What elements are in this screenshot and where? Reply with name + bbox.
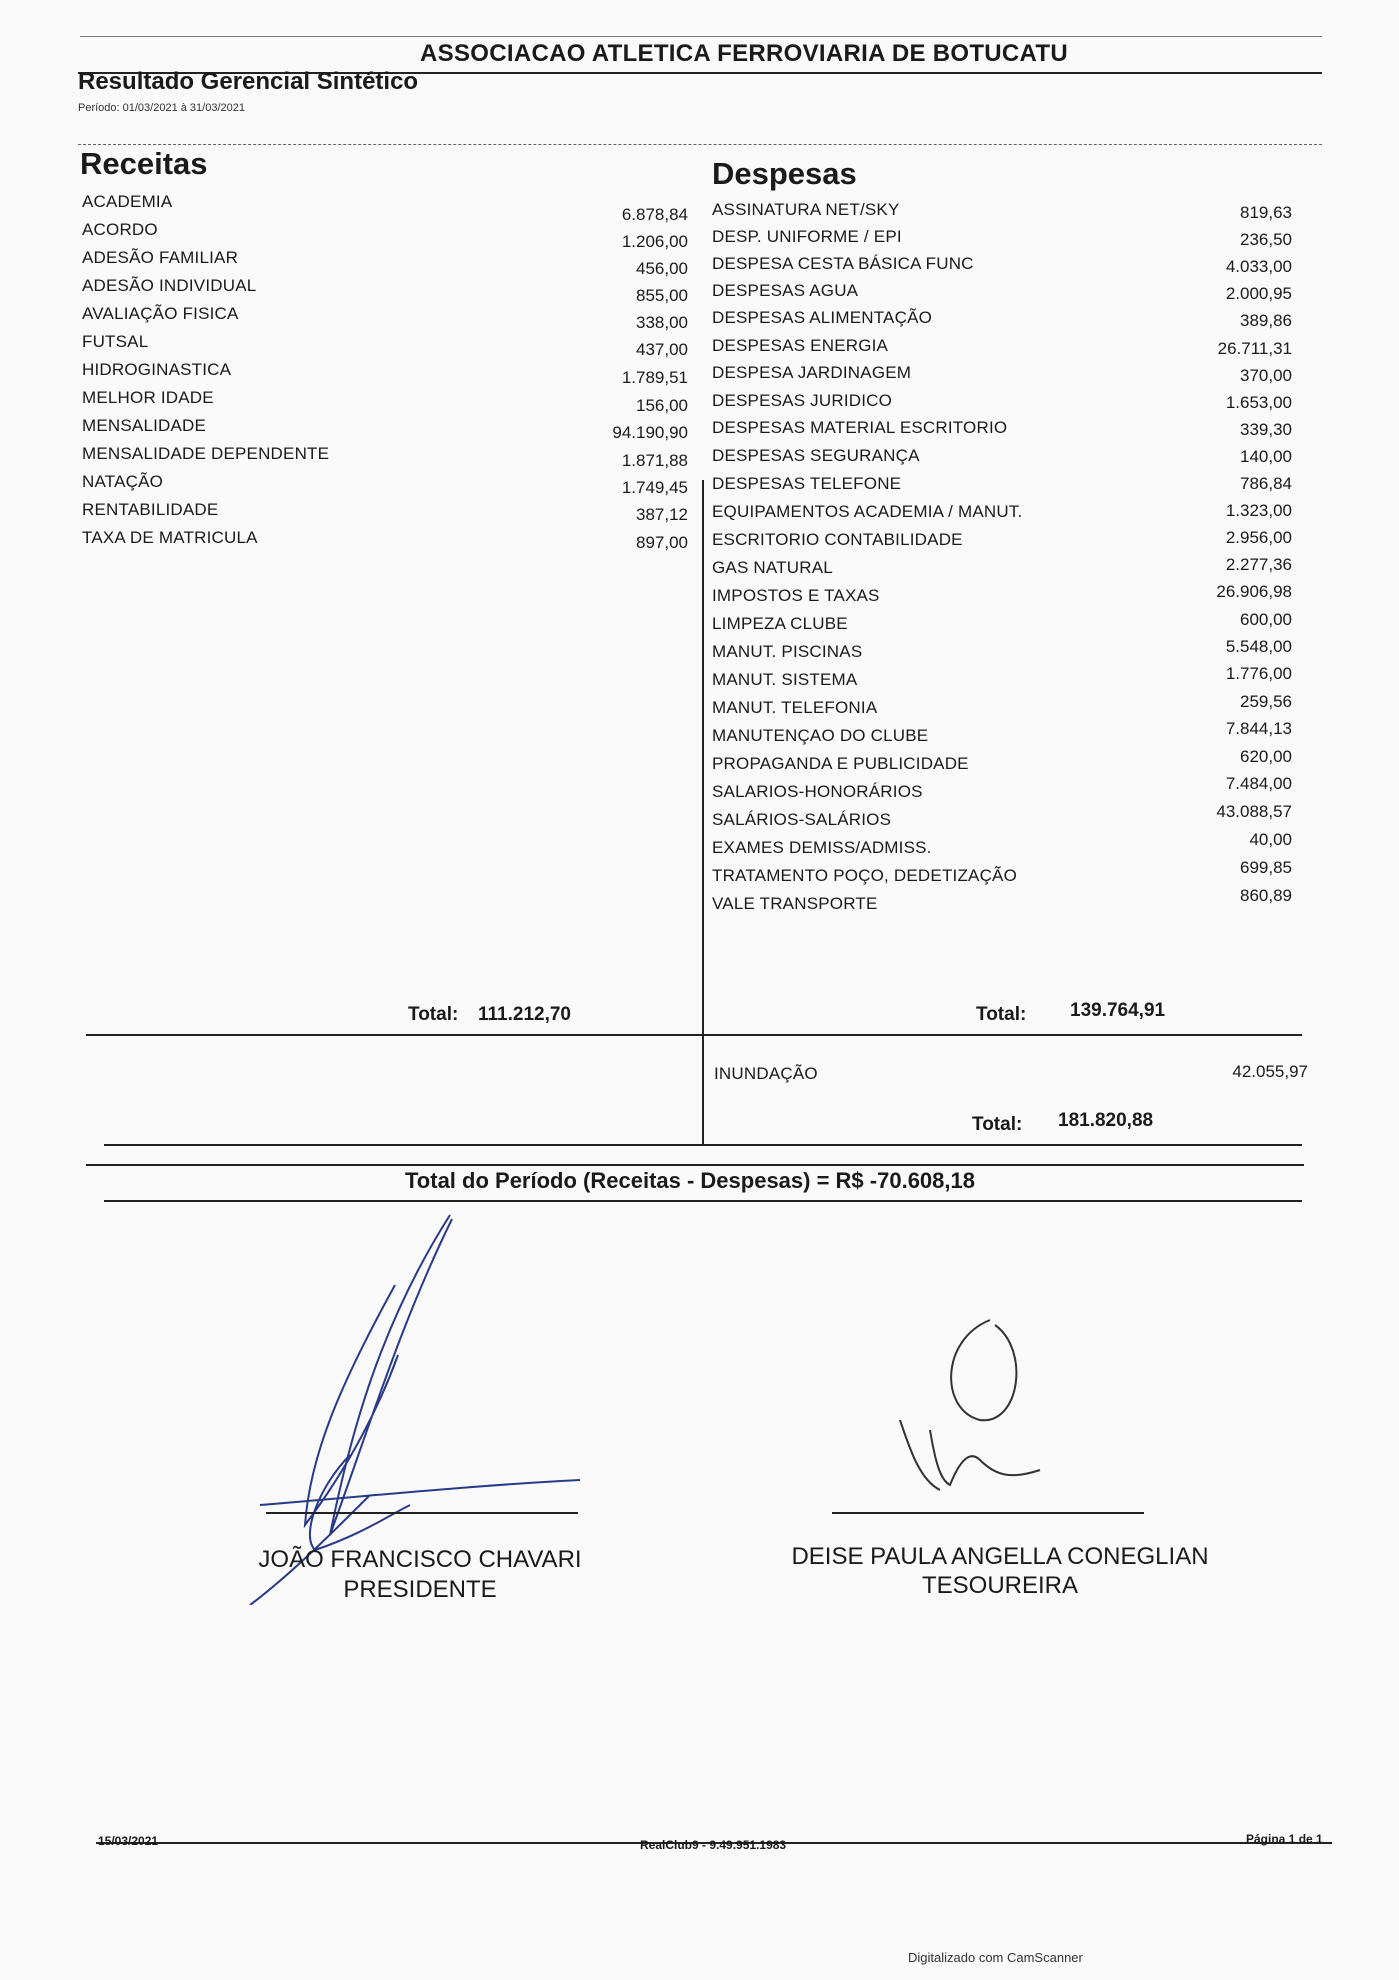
list-item: RENTABILIDADE: [82, 500, 219, 519]
item-value: 7.484,00: [1225, 774, 1292, 793]
header-bottom-rule: [78, 144, 1322, 145]
item-value: 699,85: [1240, 858, 1292, 877]
item-value: 860,89: [1240, 886, 1292, 905]
list-item: ESCRITORIO CONTABILIDADE: [712, 530, 963, 549]
list-item: DESPESAS AGUA: [712, 281, 859, 300]
list-item: DESP. UNIFORME / EPI: [712, 227, 902, 246]
item-value: 456,00: [636, 259, 688, 278]
receitas-title: Receitas: [80, 146, 208, 181]
list-item: LIMPEZA CLUBE: [712, 614, 848, 633]
item-value: 389,86: [1240, 311, 1292, 330]
list-item: DESPESAS ENERGIA: [712, 336, 889, 355]
despesas-title: Despesas: [712, 156, 857, 191]
item-value: 2.277,36: [1225, 555, 1292, 574]
list-item: DESPESAS ALIMENTAÇÃO: [712, 308, 933, 327]
item-value: 897,00: [636, 533, 688, 552]
item-value: 6.878,84: [621, 205, 688, 224]
item-value: 387,12: [636, 505, 688, 524]
receitas-total-label: Total:: [408, 1004, 459, 1025]
list-item: MENSALIDADE DEPENDENTE: [82, 444, 330, 463]
item-value: 43.088,57: [1216, 802, 1292, 821]
item-value: 1.776,00: [1225, 664, 1292, 683]
list-item: DESPESAS JURIDICO: [712, 391, 893, 410]
item-value: 819,63: [1240, 203, 1292, 222]
item-value: 2.000,95: [1225, 284, 1292, 303]
list-item: VALE TRANSPORTE: [712, 894, 878, 913]
item-value: 140,00: [1240, 447, 1292, 466]
list-item: MANUT. PISCINAS: [712, 642, 863, 661]
signature-left: [220, 1205, 600, 1605]
despesas-total-label: Total:: [976, 1004, 1027, 1025]
item-value: 1.789,51: [621, 368, 688, 387]
receitas-total-value: 111.212,70: [478, 1004, 571, 1025]
item-value: 855,00: [636, 286, 688, 305]
item-value: 1.653,00: [1225, 393, 1292, 412]
signer-right-role: TESOUREIRA: [921, 1572, 1079, 1599]
item-value: 2.956,00: [1225, 528, 1292, 547]
totals-rule: [86, 1034, 1302, 1036]
item-value: 26.711,31: [1217, 339, 1292, 358]
inundacao-label: INUNDAÇÃO: [714, 1064, 818, 1083]
list-item: DESPESAS TELEFONE: [712, 474, 902, 493]
report-title: Resultado Gerencial Sintético: [78, 68, 419, 95]
item-value: 339,30: [1240, 420, 1292, 439]
item-value: 338,00: [636, 313, 688, 332]
grand-total-value: 181.820,88: [1058, 1110, 1154, 1131]
signer-left-role: PRESIDENTE: [343, 1576, 497, 1603]
list-item: ADESÃO INDIVIDUAL: [82, 276, 257, 295]
item-value: 370,00: [1240, 366, 1292, 385]
item-value: 1.323,00: [1225, 501, 1292, 520]
grand-total-label: Total:: [972, 1114, 1023, 1135]
item-value: 7.844,13: [1225, 719, 1292, 738]
list-item: HIDROGINASTICA: [82, 360, 232, 379]
list-item: IMPOSTOS E TAXAS: [712, 586, 880, 605]
organization-name: ASSOCIACAO ATLETICA FERROVIARIA DE BOTUCATU: [420, 40, 1068, 67]
list-item: DESPESA JARDINAGEM: [712, 363, 912, 382]
item-value: 156,00: [636, 396, 688, 415]
list-item: ACORDO: [82, 220, 158, 239]
signer-left-name: JOÃO FRANCISCO CHAVARI: [258, 1546, 582, 1573]
list-item: ACADEMIA: [82, 192, 173, 211]
item-value: 1.871,88: [621, 451, 688, 470]
item-value: 26.906,98: [1216, 582, 1292, 601]
list-item: AVALIAÇÃO FISICA: [82, 304, 239, 323]
item-value: 94.190,90: [612, 423, 688, 442]
list-item: DESPESA CESTA BÁSICA FUNC: [712, 254, 974, 273]
item-value: 4.033,00: [1225, 257, 1292, 276]
list-item: SALARIOS-HONORÁRIOS: [712, 782, 923, 801]
item-value: 5.548,00: [1225, 637, 1292, 656]
despesas-total-value: 139.764,91: [1070, 1000, 1166, 1021]
list-item: EQUIPAMENTOS ACADEMIA / MANUT.: [712, 502, 1023, 521]
item-value: 1.749,45: [621, 478, 688, 497]
item-value: 437,00: [636, 340, 688, 359]
item-value: 259,56: [1240, 692, 1292, 711]
list-item: ASSINATURA NET/SKY: [712, 200, 900, 219]
list-item: MENSALIDADE: [82, 416, 207, 435]
list-item: DESPESAS SEGURANÇA: [712, 446, 920, 465]
item-value: 620,00: [1240, 747, 1292, 766]
footer-date: 15/03/2021: [98, 1834, 159, 1848]
item-value: 236,50: [1240, 230, 1292, 249]
list-item: TAXA DE MATRICULA: [82, 528, 258, 547]
header-top-rule: [80, 36, 1322, 37]
column-divider: [702, 480, 704, 1145]
list-item: EXAMES DEMISS/ADMISS.: [712, 838, 932, 857]
item-value: 786,84: [1240, 474, 1292, 493]
item-value: 1.206,00: [621, 232, 688, 251]
list-item: MANUT. TELEFONIA: [712, 698, 878, 717]
signer-right-name: DEISE PAULA ANGELLA CONEGLIAN: [791, 1543, 1209, 1570]
report-period: Período: 01/03/2021 à 31/03/2021: [78, 102, 245, 114]
period-bottom-rule: [104, 1200, 1302, 1202]
period-top-rule: [86, 1164, 1304, 1166]
inundacao-value: 42.055,97: [1232, 1062, 1308, 1081]
signature-line-left: [266, 1512, 578, 1514]
period-total: Total do Período (Receitas - Despesas) = R$ -70.608,18: [405, 1168, 975, 1193]
scanner-watermark: Digitalizado com CamScanner: [908, 1950, 1083, 1965]
list-item: MANUTENÇAO DO CLUBE: [712, 726, 929, 745]
list-item: TRATAMENTO POÇO, DEDETIZAÇÃO: [712, 866, 1018, 885]
footer-page: Página 1 de 1: [1246, 1832, 1323, 1846]
grand-total-rule: [104, 1144, 1302, 1146]
signature-right: [880, 1310, 1120, 1510]
list-item: ADESÃO FAMILIAR: [82, 248, 239, 267]
list-item: DESPESAS MATERIAL ESCRITORIO: [712, 418, 1008, 437]
footer-software: RealClub9 - 9.49.951.1983: [640, 1838, 787, 1852]
signature-line-right: [832, 1512, 1144, 1514]
item-value: 40,00: [1249, 830, 1292, 849]
list-item: NATAÇÃO: [82, 472, 164, 491]
list-item: MANUT. SISTEMA: [712, 670, 858, 689]
list-item: PROPAGANDA E PUBLICIDADE: [712, 754, 969, 773]
item-value: 600,00: [1240, 610, 1292, 629]
list-item: MELHOR IDADE: [82, 388, 214, 407]
list-item: FUTSAL: [82, 332, 149, 351]
list-item: SALÁRIOS-SALÁRIOS: [712, 810, 892, 829]
list-item: GAS NATURAL: [712, 558, 833, 577]
